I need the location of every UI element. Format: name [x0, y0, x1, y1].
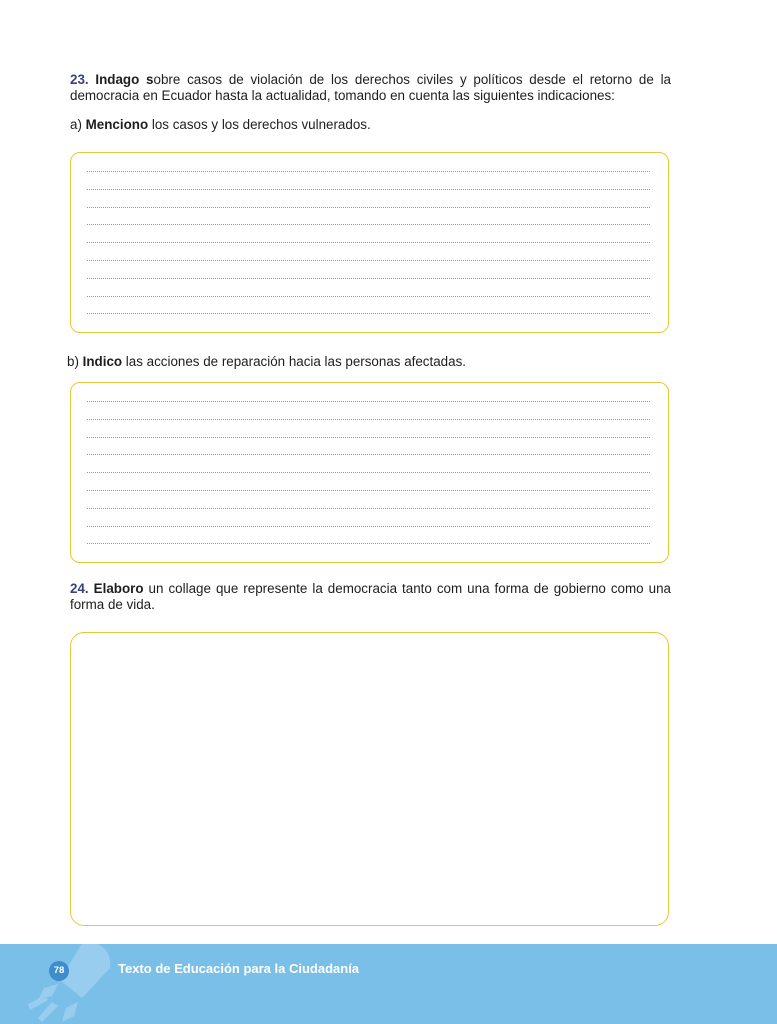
writing-line [87, 472, 650, 473]
collage-box[interactable] [70, 632, 669, 926]
rocket-icon [22, 944, 122, 1024]
writing-line [87, 260, 650, 261]
writing-line [87, 419, 650, 420]
writing-line [87, 437, 650, 438]
subquestion-verb: Menciono [85, 117, 149, 132]
writing-line [87, 171, 650, 172]
answer-box-a[interactable] [70, 152, 669, 333]
writing-line [87, 508, 650, 509]
subquestion-a-text: a) Menciono los casos y los derechos vulnerados. [70, 117, 371, 132]
question-body: un collage que represente la democracia tanto com una forma de gobierno como una forma de vida. [70, 581, 671, 612]
subquestion-verb: Indico [82, 354, 123, 369]
writing-line [87, 490, 650, 491]
writing-line [87, 207, 650, 208]
question-body: obre casos de violación de los derechos civiles y políticos desde el retorno de la democracia en Ecuador hasta la actualidad, tomando en cuenta las siguientes indicaciones: [70, 72, 671, 103]
writing-line [87, 313, 650, 314]
footer-title: Texto de Educación para la Ciudadanía [118, 961, 360, 976]
writing-line [87, 454, 650, 455]
question-number: 24 [70, 581, 85, 596]
answer-box-b[interactable] [70, 382, 669, 563]
writing-line [87, 296, 650, 297]
question-23-text: 23. Indago sobre casos de violación de los derechos civiles y políticos desde el retorno de la democracia en Ecuador hasta la actualidad, tomando en cuenta las siguientes indicaciones: [70, 72, 671, 103]
writing-line [87, 543, 650, 544]
writing-line [87, 401, 650, 402]
page-footer [0, 944, 777, 1024]
question-24-text: 24. Elaboro un collage que represente la democracia tanto com una forma de gobierno como una forma de vida. [70, 581, 671, 612]
writing-line [87, 242, 650, 243]
writing-line [87, 526, 650, 527]
writing-line [87, 278, 650, 279]
subquestion-b-text: b) Indico las acciones de reparación hacia las personas afectadas. [67, 354, 466, 369]
writing-line [87, 224, 650, 225]
question-verb: Elaboro [93, 581, 144, 596]
page-number: 78 [49, 961, 69, 981]
question-verb: Indago s [95, 72, 154, 87]
question-number: 23 [70, 72, 85, 87]
writing-line [87, 189, 650, 190]
